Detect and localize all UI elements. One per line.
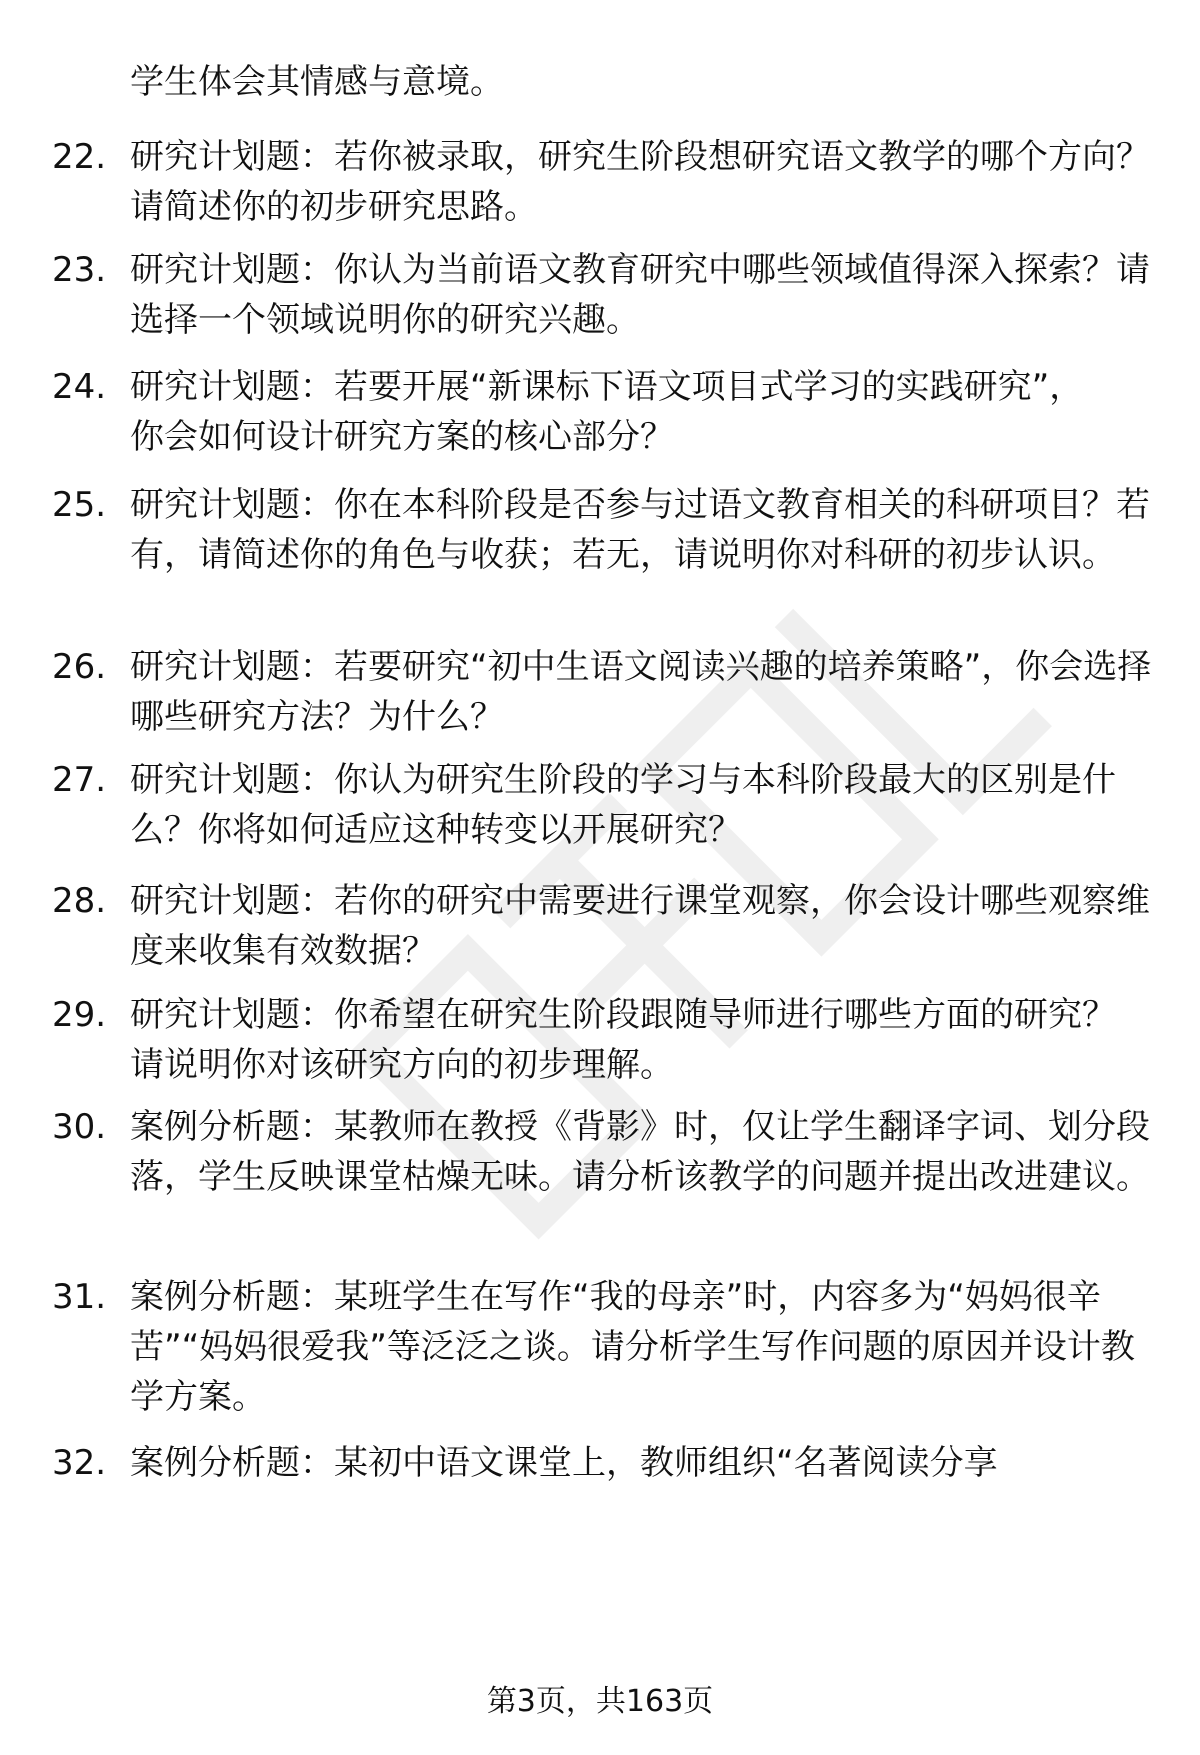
question-number: 25. — [52, 485, 107, 525]
question-number: 30. — [52, 1107, 107, 1147]
question-item — [52, 245, 1152, 345]
question-item — [52, 480, 1152, 580]
question-item — [52, 1102, 1152, 1202]
question-number: 22. — [52, 137, 107, 177]
question-text: 研究计划题：你认为研究生阶段的学习与本科阶段最大的区别是什么？你将如何适应这种转变以开展研究？ — [130, 760, 1116, 850]
question-item — [52, 362, 1152, 462]
question-number: 27. — [52, 760, 107, 800]
question-text: 案例分析题：某班学生在写作“我的母亲”时，内容多为“妈妈很辛苦”“妈妈很爱我”等泛泛之谈。请分析学生写作问题的原因并设计教学方案。 — [130, 1277, 1135, 1417]
question-item — [52, 132, 1152, 232]
question-item — [52, 642, 1152, 742]
question-text: 研究计划题：若要开展“新课标下语文项目式学习的实践研究”，你会如何设计研究方案的核心部分？ — [130, 367, 1084, 457]
question-number: 31. — [52, 1277, 107, 1317]
question-number: 26. — [52, 647, 107, 687]
question-text: 研究计划题：若你的研究中需要进行课堂观察，你会设计哪些观察维度来收集有效数据？ — [130, 881, 1150, 971]
question-item — [52, 1438, 1152, 1488]
question-number: 23. — [52, 250, 107, 290]
continuation-text: 学生体会其情感与意境。 — [130, 62, 504, 102]
question-text: 研究计划题：若要研究“初中生语文阅读兴趣的培养策略”，你会选择哪些研究方法？为什么？ — [130, 647, 1152, 737]
question-number: 24. — [52, 367, 107, 407]
question-text: 研究计划题：你在本科阶段是否参与过语文教育相关的科研项目？若有，请简述你的角色与收获；若无，请说明你对科研的初步认识。 — [130, 485, 1150, 575]
question-item — [52, 1272, 1152, 1422]
question-text: 案例分析题：某教师在教授《背影》时，仅让学生翻译字词、划分段落，学生反映课堂枯燥无味。请分析该教学的问题并提出改进建议。 — [130, 1107, 1150, 1197]
question-item — [52, 990, 1152, 1090]
question-number: 32. — [52, 1443, 107, 1483]
question-item — [52, 876, 1152, 976]
question-text: 研究计划题：你认为当前语文教育研究中哪些领域值得深入探索？请选择一个领域说明你的研究兴趣。 — [130, 250, 1150, 340]
question-number: 28. — [52, 881, 107, 921]
page-footer: 第3页，共163页 — [486, 1684, 714, 1719]
question-text: 案例分析题：某初中语文课堂上，教师组织“名著阅读分享 — [130, 1443, 998, 1483]
question-text: 研究计划题：若你被录取，研究生阶段想研究语文教学的哪个方向？请简述你的初步研究思路。 — [130, 137, 1150, 227]
question-number: 29. — [52, 995, 107, 1035]
question-text: 研究计划题：你希望在研究生阶段跟随导师进行哪些方面的研究？请说明你对该研究方向的初步理解。 — [130, 995, 1116, 1085]
question-item — [52, 755, 1152, 855]
